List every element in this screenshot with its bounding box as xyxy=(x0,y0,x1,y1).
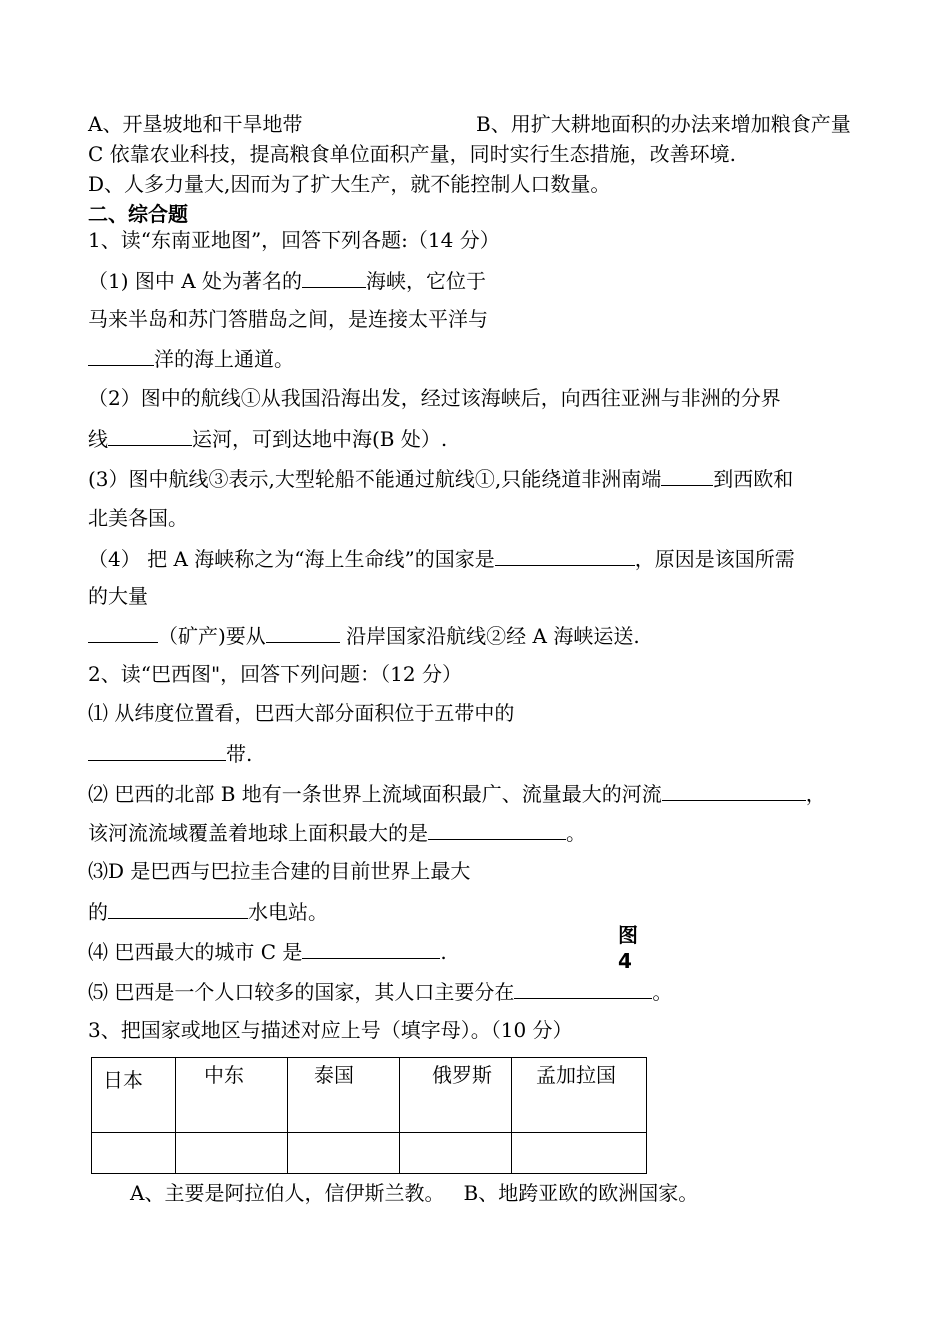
q1-part4-line1 xyxy=(88,545,795,572)
option-d: D、人多力量大,因而为了扩大生产，就不能控制人口数量。 xyxy=(88,172,611,196)
option-c: C 依靠农业科技，提高粮食单位面积产量，同时实行生态措施，改善环境. xyxy=(88,142,737,166)
q2-part1-line2 xyxy=(88,740,252,767)
section-title: 二、综合题 xyxy=(88,202,188,226)
q1-part1-line3-text: 洋的海上通道。 xyxy=(154,347,294,371)
q1-part2-line2 xyxy=(88,425,447,452)
q2-part4 xyxy=(88,938,447,965)
q2-part1: ⑴ 从纬度位置看，巴西大部分面积位于五带中的 xyxy=(88,701,515,725)
q1-part2-line1: （2）图中的航线①从我国沿海出发，经过该海峡后，向西往亚洲与非洲的分界 xyxy=(88,386,781,410)
q1-part3-line2: 北美各国。 xyxy=(88,506,188,530)
answer-cell[interactable] xyxy=(400,1133,512,1174)
answer-blank[interactable] xyxy=(302,938,440,959)
q2-part2-line1 xyxy=(88,780,826,807)
q2-part4-text-a: ⑷ 巴西最大的城市 C 是 xyxy=(88,940,303,964)
q1-part1-line3 xyxy=(88,345,294,372)
q2-part2-text-d: 。 xyxy=(566,821,586,845)
q2-part3-text-b: 水电站。 xyxy=(248,900,328,924)
table-header-cell xyxy=(288,1058,400,1133)
q2-part2-text-c: 该河流流域覆盖着地球上面积最大的是 xyxy=(88,821,428,845)
table-header-cell xyxy=(176,1058,288,1133)
answer-blank[interactable] xyxy=(661,465,713,486)
q2-part2-text-a: ⑵ 巴西的北部 B 地有一条世界上流域面积最广、流量最大的河流 xyxy=(88,782,662,806)
q3-descriptions: A、主要是阿拉伯人，信伊斯兰教。 B、地跨亚欧的欧洲国家。 xyxy=(130,1181,699,1205)
table-header-cell xyxy=(512,1058,647,1133)
q2-part5-text-b: 。 xyxy=(652,980,673,1004)
q1-part3-text-a: (3）图中航线③表示,大型轮船不能通过航线①,只能绕道非洲南端 xyxy=(88,467,662,491)
answer-blank[interactable] xyxy=(108,898,248,919)
q1-part4-text-a: （4） 把 A 海峡称之为“海上生命线”的国家是 xyxy=(88,547,495,571)
answer-blank[interactable] xyxy=(88,345,154,366)
figure-label: 图4 xyxy=(618,923,638,973)
answer-blank[interactable] xyxy=(88,622,158,643)
q2-part3-text-a: 的 xyxy=(88,900,108,924)
q2-part3-line2 xyxy=(88,898,328,925)
column-label: 俄罗斯 xyxy=(432,1063,492,1087)
q1-part4-line3 xyxy=(88,622,640,649)
answer-blank[interactable] xyxy=(514,978,652,999)
q2-part2-line2 xyxy=(88,819,586,846)
answer-cell[interactable] xyxy=(288,1133,400,1174)
q1-part2-text-b: 运河，可到达地中海(B 处）. xyxy=(192,427,448,451)
table-header-cell xyxy=(92,1058,176,1133)
q1-part4-line2: 的大量 xyxy=(88,584,148,608)
q2-part2-text-b: ， xyxy=(805,782,826,806)
column-label: 泰国 xyxy=(314,1063,354,1087)
q2-title: 2、读“巴西图"，回答下列问题：（12 分） xyxy=(88,662,462,686)
q1-title: 1、读“东南亚地图”，回答下列各题:（14 分） xyxy=(88,228,500,252)
q3-title: 3、把国家或地区与描述对应上号（填字母）。（10 分） xyxy=(88,1018,573,1042)
q1-part2-text-a: 线 xyxy=(88,427,108,451)
q2-part5-text-a: ⑸ 巴西是一个人口较多的国家，其人口主要分在 xyxy=(88,980,515,1004)
q1-part1 xyxy=(88,267,486,294)
q1-part4-text-b: ，原因是该国所需 xyxy=(634,547,795,571)
option-a-line xyxy=(88,111,851,137)
q1-part4-text-c: （矿产)要从 xyxy=(158,624,266,648)
q1-part3-line1 xyxy=(88,465,793,492)
option-b: B、用扩大耕地面积的办法来增加粮食产量 xyxy=(476,112,851,136)
answer-blank[interactable] xyxy=(88,740,226,761)
q1-part3-text-b: 到西欧和 xyxy=(713,467,794,491)
q1-part4-text-d: 沿岸国家沿航线②经 A 海峡运送. xyxy=(339,624,640,648)
column-label: 孟加拉国 xyxy=(536,1063,616,1087)
option-a: A、开垦坡地和干旱地带 xyxy=(88,112,303,136)
answer-cell[interactable] xyxy=(176,1133,288,1174)
q2-part5 xyxy=(88,978,672,1005)
q2-part1-text-b: 带. xyxy=(226,742,253,766)
column-label: 中东 xyxy=(204,1063,244,1087)
answer-blank[interactable] xyxy=(108,425,192,446)
answer-blank[interactable] xyxy=(266,622,340,643)
answer-cell[interactable] xyxy=(92,1133,176,1174)
q1-part1-text-b: 海峡，它位于 xyxy=(366,269,487,293)
column-label: 日本 xyxy=(103,1068,143,1092)
answer-blank[interactable] xyxy=(428,819,566,840)
q2-part3-line1: ⑶D 是巴西与巴拉圭合建的目前世界上最大 xyxy=(88,859,471,883)
q1-part1-text: （1) 图中 A 处为著名的 xyxy=(88,269,303,293)
matching-table xyxy=(91,1057,647,1174)
answer-blank[interactable] xyxy=(495,545,635,566)
answer-cell[interactable] xyxy=(512,1133,647,1174)
answer-blank[interactable] xyxy=(662,780,806,801)
table-header-cell xyxy=(400,1058,512,1133)
q2-part4-text-b: . xyxy=(440,940,447,964)
answer-blank[interactable] xyxy=(302,267,366,288)
q1-part1-line2: 马来半岛和苏门答腊岛之间，是连接太平洋与 xyxy=(88,307,488,331)
